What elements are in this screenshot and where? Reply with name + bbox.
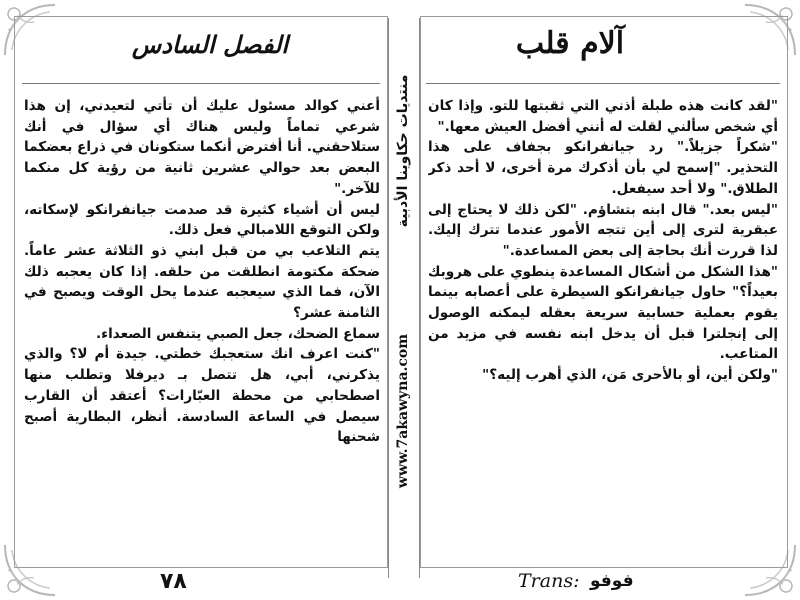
book-title: آلام قلب bbox=[515, 26, 625, 61]
paragraph: "لقد كانت هذه طبلة أذني التي ثقبتها للتو. وإذا كان أي شخص سألني لقلت له أنني أفضل العيش معها." bbox=[428, 98, 778, 135]
page-number: ٧٨ bbox=[160, 569, 187, 594]
paragraph: ليس أن أشياء كثيرة قد صدمت جيانفرانكو لإسكاته، ولكن التوقع اللامبالي فعل ذلك. bbox=[24, 201, 380, 239]
right-page-body bbox=[428, 96, 778, 556]
forum-name: منتديات حكاوينا الأدبية bbox=[395, 74, 411, 228]
left-page-body bbox=[24, 96, 380, 556]
right-header-rule bbox=[426, 83, 780, 84]
paragraph: أعني كوالد مسئول عليك أن تأتي لتعيدني، إن هذا شرعي تماماً وليس هناك أي سؤال في أنك ستلاحقني. أنا أفترض أنكما ستكونان في ذراع بعضكما البعض بعد حوالي عشرين ثانية من رؤية كل منكما للآخر." bbox=[24, 98, 380, 197]
translator-name: فوفو bbox=[590, 571, 634, 591]
chapter-title: الفصل السادس bbox=[131, 30, 289, 59]
paragraph: "شكراً جزيلاً." رد جيانفرانكو بجفاف على هذا التحذير. "إسمح لي بأن أذكرك مرة أخرى، لا أحد ذكر الطلاق." ولا أحد سيفعل. bbox=[428, 139, 778, 197]
paragraph: سماع الضحك، جعل الصبي يتنفس الصعداء. bbox=[95, 325, 380, 342]
website-url: www.7akawyna.com bbox=[395, 333, 411, 489]
translator-label: Trans: bbox=[518, 570, 580, 592]
paragraph: يتم التلاعب بي من قبل ابني ذو الثلاثة عشر عاماً. ضحكة مكتومة انطلقت من حلقه. إذا كان يعجبه ذلك الآن، فما الذي سيعجبه عندما يحل الوقت ويصبح في الثامنة عشر؟ bbox=[24, 242, 380, 322]
left-header-rule bbox=[22, 83, 380, 84]
paragraph: "هذا الشكل من أشكال المساعدة ينطوي على هروبك بعيداً؟" حاول جيانفرانكو السيطرة على أعصابه بينما يقوم بعملية حسابية سريعة بعقله ليمكنه الوصول إلى إنجلترا قبل أن يدخل ابنه نفسه في مزيد من المتاعب. bbox=[428, 263, 778, 363]
paragraph: "ولكن أين، أو بالأحرى مَن، الذي أهرب إليه؟" bbox=[482, 367, 778, 384]
paragraph: "كنت اعرف انك ستعجبك خطتي. جيدة أم لا؟ والذي يذكرني، أبي، هل تتصل بـ ديرفلا وتطلب منها اصطحابي من محطة العبّارات؟ أعتقد أن القارب سيصل في الساعة السادسة. أنظر، البطارية أصبح شحنها bbox=[24, 346, 380, 446]
paragraph: "ليس بعد." قال ابنه بتشاؤم. "لكن ذلك لا يحتاج إلى عبقرية لترى إلى أين تتجه الأمور عندما تترك إليك. لذا قررت أنك بحاجة إلى بعض المساعدة." bbox=[428, 201, 778, 259]
